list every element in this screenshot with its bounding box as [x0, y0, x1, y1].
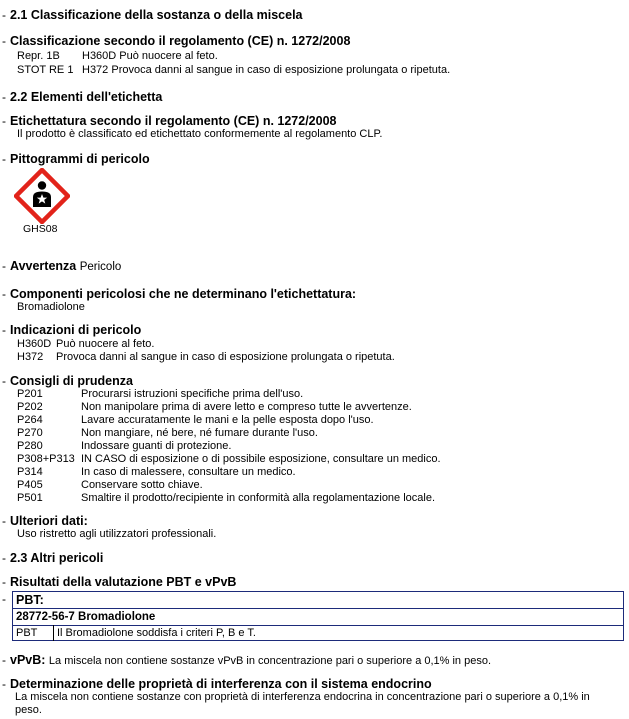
- precaution-text: Conservare sotto chiave.: [81, 479, 203, 491]
- subsection-title: Indicazioni di pericolo: [10, 323, 142, 337]
- subsection-title: Pittogrammi di pericolo: [10, 152, 150, 166]
- endocrine-text-continued: peso.: [15, 704, 42, 716]
- section-title: 2.2 Elementi dell'etichetta: [10, 90, 163, 104]
- subsection-title: [10, 652, 491, 669]
- labelling-block: [0, 113, 629, 145]
- health-hazard-icon: [14, 168, 70, 224]
- table-divider: [13, 608, 623, 609]
- endocrine-block: [0, 676, 629, 718]
- subsection-title: Determinazione delle proprietà di interferenza con il sistema endocrino: [10, 677, 432, 691]
- bullet-dash: -: [2, 34, 6, 48]
- signal-word-value: Pericolo: [79, 261, 122, 273]
- hazardous-components-block: [0, 286, 629, 316]
- labelling-text: Il prodotto è classificato ed etichettato conformemente al regolamento CLP.: [17, 128, 383, 140]
- precaution-code: P264: [17, 414, 43, 426]
- classification-code: STOT RE 1: [17, 64, 74, 76]
- pbt-assessment-table: [12, 591, 624, 641]
- section-title: 2.3 Altri pericoli: [10, 551, 104, 565]
- section-2-2-header: [0, 89, 629, 107]
- precaution-text: Indossare guanti di protezione.: [81, 440, 232, 452]
- pbt-row-text: Il Bromadiolone soddisfa i criteri P, B e T.: [57, 627, 256, 639]
- subsection-title: Etichettatura secondo il regolamento (CE) n. 1272/2008: [10, 114, 337, 128]
- section-2-3-header: [0, 550, 629, 568]
- bullet-dash: -: [2, 374, 6, 388]
- bullet-dash: -: [2, 287, 6, 301]
- bullet-dash: -: [2, 575, 6, 589]
- subsection-title: Consigli di prudenza: [10, 374, 133, 388]
- precaution-code: P202: [17, 401, 43, 413]
- subsection-title: Componenti pericolosi che ne determinano l'etichettatura:: [10, 287, 357, 301]
- classification-text: H360D Può nuocere al feto.: [82, 50, 218, 62]
- signal-word-label: Avvertenza: [10, 259, 77, 273]
- bullet-dash: -: [2, 677, 6, 691]
- precaution-text: Smaltire il prodotto/recipiente in conformità alla regolamentazione locale.: [81, 492, 436, 504]
- subsection-title: Classificazione secondo il regolamento (CE) n. 1272/2008: [10, 34, 351, 48]
- vpvb-block: [0, 652, 629, 670]
- section-2-1-header: [0, 7, 629, 25]
- hazard-code: H372: [17, 351, 44, 363]
- bullet-dash: -: [2, 323, 6, 337]
- bullet-dash: -: [2, 551, 6, 565]
- further-info-block: [0, 513, 629, 543]
- subsection-title: [10, 258, 121, 275]
- further-info-text: Uso ristretto agli utilizzatori professionali.: [17, 528, 217, 540]
- vpvb-label: vPvB:: [10, 653, 46, 667]
- component-name: Bromadiolone: [17, 301, 85, 313]
- hazard-text: Può nuocere al feto.: [56, 338, 155, 350]
- bullet-dash: -: [2, 90, 6, 104]
- bullet-dash: -: [2, 592, 6, 606]
- pbt-row-label: PBT: [16, 627, 38, 639]
- section-title: 2.1 Classificazione della sostanza o della miscela: [10, 8, 303, 22]
- bullet-dash: -: [2, 514, 6, 528]
- classification-code: Repr. 1B: [17, 50, 60, 62]
- classification-text: H372 Provoca danni al sangue in caso di esposizione prolungata o ripetuta.: [82, 64, 451, 76]
- pbt-heading-block: [0, 574, 629, 592]
- pictogram-label: GHS08: [23, 223, 58, 235]
- precaution-code: P270: [17, 427, 43, 439]
- hazard-text: Provoca danni al sangue in caso di esposizione prolungata o ripetuta.: [56, 351, 395, 363]
- signal-word-block: [0, 258, 629, 276]
- precautionary-statements-block: [0, 373, 629, 505]
- bullet-dash: -: [2, 259, 6, 273]
- table-divider: [13, 625, 623, 626]
- bullet-dash: -: [2, 152, 6, 166]
- precaution-text: Lavare accuratamente le mani e la pelle esposta dopo l'uso.: [81, 414, 374, 426]
- subsection-title: Risultati della valutazione PBT e vPvB: [10, 575, 237, 589]
- bullet-dash: -: [2, 8, 6, 22]
- substance-name: 28772-56-7 Bromadiolone: [16, 611, 156, 623]
- vpvb-text: La miscela non contiene sostanze vPvB in concentrazione pari o superiore a 0,1% in peso.: [48, 655, 492, 667]
- table-column-divider: [53, 625, 54, 641]
- precaution-text: IN CASO di esposizione o di possibile esposizione, consultare un medico.: [81, 453, 441, 465]
- hazard-statements-block: [0, 322, 629, 366]
- bullet-dash: -: [2, 114, 6, 128]
- precaution-code: P501: [17, 492, 43, 504]
- precaution-code: P201: [17, 388, 43, 400]
- subsection-title: Ulteriori dati:: [10, 514, 88, 528]
- endocrine-text: La miscela non contiene sostanze con proprietà di interferenza endocrina in concentrazione pari o superiore a 0,1% in: [15, 691, 590, 703]
- precaution-code: P405: [17, 479, 43, 491]
- precaution-code: P314: [17, 466, 43, 478]
- hazard-code: H360D: [17, 338, 52, 350]
- classification-block: [0, 33, 629, 81]
- precaution-text: In caso di malessere, consultare un medico.: [81, 466, 296, 478]
- precaution-code: P308+P313: [17, 453, 75, 465]
- precaution-text: Procurarsi istruzioni specifiche prima dell'uso.: [81, 388, 304, 400]
- pbt-label: PBT:: [16, 593, 44, 607]
- precaution-code: P280: [17, 440, 43, 452]
- pictograms-block: [0, 151, 629, 241]
- precaution-text: Non manipolare prima di avere letto e compreso tutte le avvertenze.: [81, 401, 412, 413]
- bullet-dash: -: [2, 653, 6, 667]
- precaution-text: Non mangiare, né bere, né fumare durante l'uso.: [81, 427, 318, 439]
